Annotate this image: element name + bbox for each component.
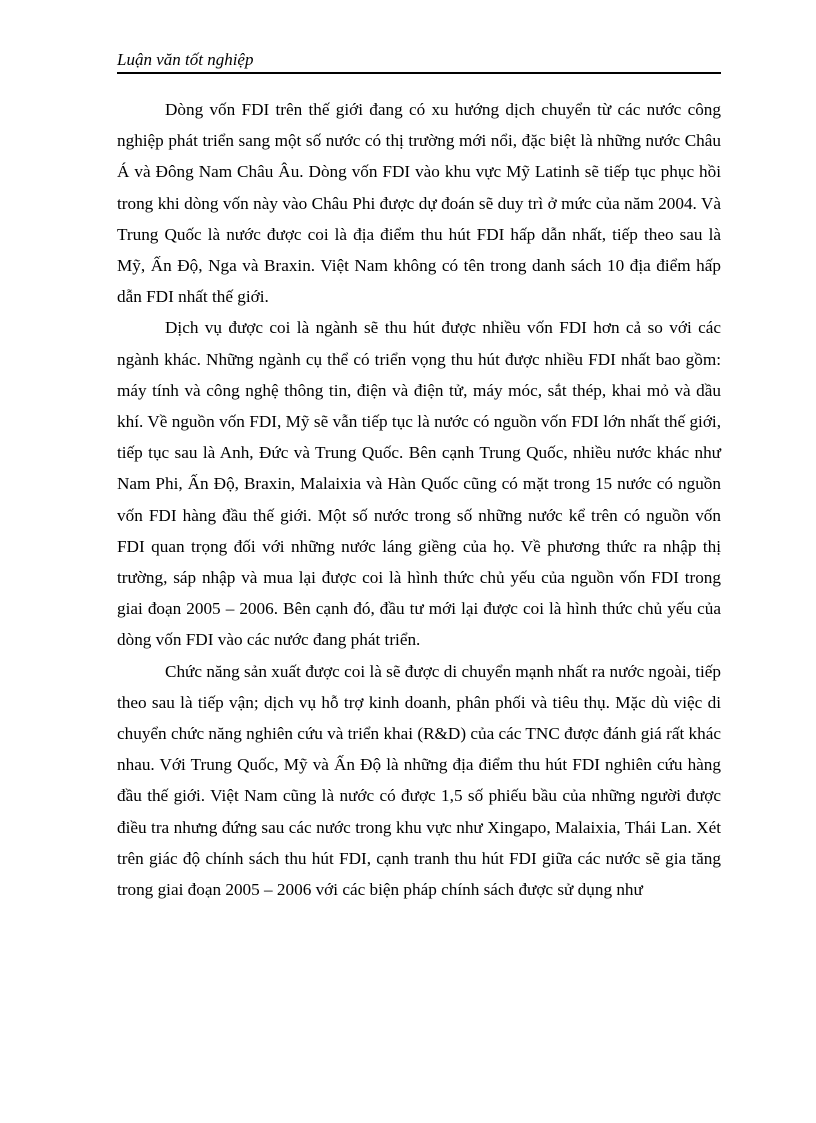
paragraph-fdi-trends: Dòng vốn FDI trên thế giới đang có xu hướng dịch chuyển từ các nước công nghiệp phát triển sang một số nước có thị trường mới nổi, đặc biệt là những nước Châu Á và Đông Nam Châu Âu. Dòng vốn FDI vào khu vực Mỹ Latinh sẽ tiếp tục phục hồi trong khi dòng vốn này vào Châu Phi được dự đoán sẽ duy trì ở mức của năm 2004. Và Trung Quốc là nước được coi là địa điểm thu hút FDI hấp dẫn nhất, tiếp theo sau là Mỹ, Ấn Độ, Nga và Braxin. Việt Nam không có tên trong danh sách 10 địa điểm hấp dẫn FDI nhất thế giới. [117, 100, 721, 307]
running-header-title: Luận văn tốt nghiệp [117, 50, 254, 69]
paragraph-fdi-functions: Chức năng sản xuất được coi là sẽ được di chuyển mạnh nhất ra nước ngoài, tiếp theo sau là tiếp vận; dịch vụ hỗ trợ kinh doanh, phân phối và tiêu thụ. Mặc dù việc di chuyển chức năng nghiên cứu và triển khai (R&D) của các TNC được đánh giá rất khác nhau. Với Trung Quốc, Mỹ và Ấn Độ là những địa điểm thu hút FDI nghiên cứu hàng đầu thế giới. Việt Nam cũng là nước có được 1,5 số phiếu bầu của những người được điều tra nhưng đứng sau các nước trong khu vực như Xingapo, Malaixia, Thái Lan. Xét trên giác độ chính sách thu hút FDI, cạnh tranh thu hút FDI giữa các nước sẽ gia tăng trong giai đoạn 2005 – 2006 với các biện pháp chính sách được sử dụng như [117, 661, 721, 900]
paragraph-fdi-sectors: Dịch vụ được coi là ngành sẽ thu hút được nhiều vốn FDI hơn cả so với các ngành khác. Những ngành cụ thể có triển vọng thu hút được nhiều FDI nhất bao gồm: máy tính và công nghệ thông tin, điện và điện tử, máy móc, sắt thép, khai mỏ và dầu khí. Về nguồn vốn FDI, Mỹ sẽ vẫn tiếp tục là nước có nguồn vốn FDI lớn nhất thế giới, tiếp tục sau là Anh, Đức và Trung Quốc. Bên cạnh Trung Quốc, nhiều nước khác như Nam Phi, Ấn Độ, Braxin, Malaixia và Hàn Quốc cũng có mặt trong 15 nước có nguồn vốn FDI hàng đầu thế giới. Một số nước trong số những nước kể trên có nguồn vốn FDI quan trọng đối với những nước láng giềng của họ. Về phương thức ra nhập thị trường, sáp nhập và mua lại được coi là hình thức chủ yếu của nguồn vốn FDI trong giai đoạn 2005 – 2006. Bên cạnh đó, đầu tư mới lại được coi là hình thức chủ yếu của dòng vốn FDI vào các nước đang phát triển. [117, 318, 721, 650]
running-header [117, 48, 721, 74]
body-text [117, 94, 721, 905]
